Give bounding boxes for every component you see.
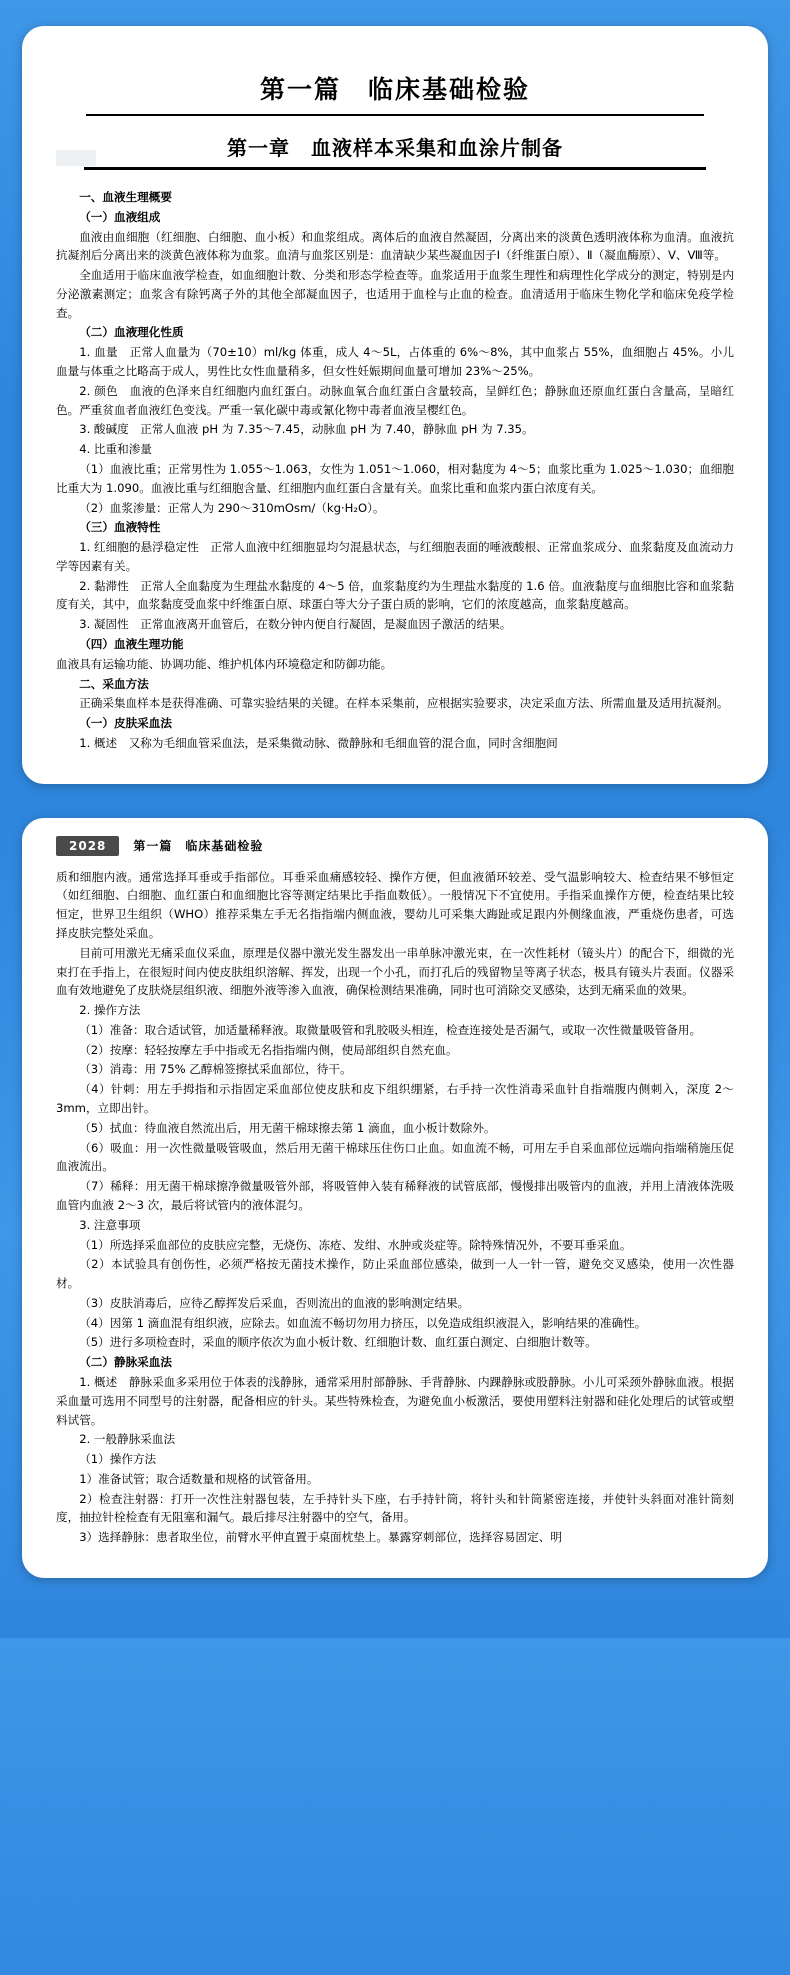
- paragraph: （1）准备：取合适试管，加适量稀释液。取微量吸管和乳胶吸头相连，检查连接处是否漏气，或取一次性微量吸管备用。: [79, 1022, 702, 1037]
- section-heading-2-1: （一）皮肤采血法: [79, 716, 172, 731]
- paragraph: （1）血液比重；正常男性为 1.055～1.063，女性为 1.051～1.060，相对黏度为 4～5；血浆比重为 1.025～1.030；血细胞比重大为 1.090。血液比重与红细胞含量、红细胞内血红蛋白含量有关。血浆比重和血浆内蛋白浓度有关。: [56, 461, 734, 495]
- paragraph: 血液由血细胞（红细胞、白细胞、血小板）和血浆组成。离体后的血液自然凝固，分离出来的淡黄色透明液体称为血清。血液抗抗凝剂后分离出来的淡黄色液体称为血浆。血清与血浆区别是：血清缺少某些凝血因子Ⅰ（纤维蛋白原）、Ⅱ（凝血酶原）、Ⅴ、Ⅷ等。: [56, 229, 734, 263]
- paragraph: （3）皮肤消毒后，应待乙醇挥发后采血，否则流出的血液的影响测定结果。: [79, 1295, 470, 1310]
- paragraph: 2. 颜色 血液的色泽来自红细胞内血红蛋白。动脉血氧合血红蛋白含量较高，呈鲜红色；静脉血还原血红蛋白含量高，呈暗红色。严重贫血者血液红色变浅。严重一氧化碳中毒或氰化物中毒者血液呈樱红色。: [56, 383, 734, 417]
- paragraph: 2. 一般静脉采血法: [79, 1432, 176, 1447]
- paragraph: 2）检查注射器：打开一次性注射器包装，左手持针头下座，右手持针筒，将针头和针筒紧密连接，并使针头斜面对准针筒刻度，抽拉针栓检查有无阻塞和漏气。最后排尽注射器中的空气，备用。: [56, 1491, 734, 1525]
- paragraph: （2）按摩：轻轻按摩左手中指或无名指指端内侧，使局部组织自然充血。: [79, 1042, 458, 1057]
- chapter-title: 第一章 血液样本采集和血涂片制备: [227, 136, 563, 160]
- paragraph: 3. 注意事项: [79, 1217, 141, 1232]
- paragraph: 目前可用激光无痛采血仪采血，原理是仪器中激光发生器发出一串单脉冲激光束，在一次性耗材（镜头片）的配合下，细微的光束打在手指上，在很短时间内使皮肤组织溶解、挥发，出现一个小孔，而打孔后的残留物呈等离子状态，极具有镜头片表面。仪器采血有效地避免了皮肤烧层组织液、细胞外液等渗入血液，确保检测结果准确，同时也可消除交叉感染，达到无痛采血的效果。: [56, 945, 734, 998]
- paragraph: （4）因第 1 滴血混有组织液，应除去。如血流不畅切勿用力挤压，以免造成组织液混入，影响结果的准确性。: [79, 1315, 647, 1330]
- paragraph: （3）消毒：用 75% 乙醇棉签擦拭采血部位，待干。: [79, 1062, 352, 1077]
- section-heading-1-3: （三）血液特性: [79, 520, 161, 535]
- running-head-title: 第一篇 临床基础检验: [133, 839, 264, 854]
- paragraph: （5）进行多项检查时，采血的顺序依次为血小板计数、红细胞计数、血红蛋白测定、白细胞计数等。: [79, 1335, 597, 1350]
- paragraph: 1. 概述 又称为毛细血管采血法，是采集微动脉、微静脉和毛细血管的混合血，同时含细胞间: [79, 735, 558, 750]
- paragraph: 2. 黏滞性 正常人全血黏度为生理盐水黏度的 4～5 倍，血浆黏度约为生理盐水黏度的 1.6 倍。血液黏度与血细胞比容和血浆黏度有关，其中，血浆黏度受血浆中纤维蛋白原、球蛋白等大分子蛋白质的影响，它们的浓度越高，血浆黏度越高。: [56, 578, 734, 612]
- paragraph: （2）本试验具有创伤性，必须严格按无菌技术操作，防止采血部位感染，做到一人一针一管，避免交叉感染，使用一次性器材。: [56, 1257, 734, 1291]
- paragraph: （5）拭血：待血液自然流出后，用无菌干棉球擦去第 1 滴血，血小板计数除外。: [79, 1120, 496, 1135]
- page-artifact: [56, 150, 96, 166]
- section-heading-1-2: （二）血液理化性质: [79, 325, 184, 340]
- paragraph: 4. 比重和渗量: [79, 442, 152, 457]
- paragraph: 全血适用于临床血液学检查，如血细胞计数、分类和形态学检查等。血浆适用于血浆生理性和病理性化学成分的测定，特别是内分泌激素测定；血浆含有除钙离子外的其他全部凝血因子，也适用于血栓与止血的检查。血清适用于临床生物化学和临床免疫学检查。: [56, 268, 734, 320]
- paragraph: 3. 凝固性 正常血液离开血管后，在数分钟内便自行凝固，是凝血因子激活的结果。: [79, 617, 512, 632]
- paragraph: 1. 血量 正常人血量为（70±10）ml/kg 体重，成人 4～5L，占体重的 6%～8%，其中血浆占 55%，血细胞占 45%。小儿血量与体重之比略高于成人，男性比女性血量稍多，但女性妊娠期间血量可增加 23%～25%。: [56, 345, 734, 379]
- paragraph: 1. 概述 静脉采血多采用位于体表的浅静脉，通常采用肘部静脉、手背静脉、内踝静脉或股静脉。小儿可采颈外静脉血液。根据采血量可选用不同型号的注射器，配备相应的针头。某些特殊检查，为避免血小板激活，要使用塑料注射器和硅化处理后的试管或塑料试管。: [56, 1374, 734, 1427]
- paragraph: 血液具有运输功能、协调功能、维护机体内环境稳定和防御功能。: [56, 656, 393, 671]
- page-1-body: [56, 188, 734, 753]
- page-number: 2028: [56, 836, 119, 856]
- paragraph: 3. 酸碱度 正常人血液 pH 为 7.35～7.45，动脉血 pH 为 7.40，静脉血 pH 为 7.35。: [79, 422, 534, 437]
- running-head: [56, 836, 734, 856]
- paragraph: （7）稀释：用无菌干棉球擦净微量吸管外部，将吸管伸入装有稀释液的试管底部，慢慢排出吸管内的血液，并用上清液体洗吸血管内血液 2～3 次，最后将试管内的液体混匀。: [56, 1179, 734, 1212]
- volume-title: 第一篇 临床基础检验: [259, 75, 530, 104]
- paragraph: （4）针刺：用左手拇指和示指固定采血部位使皮肤和皮下组织绷紧，右手持一次性消毒采血针自指端腹内侧刺入，深度 2～3mm，立即出针。: [56, 1082, 734, 1116]
- paragraph: （1）所选择采血部位的皮肤应完整，无烧伤、冻疮、发绀、水肿或炎症等。除特殊情况外，不要耳垂采血。: [79, 1237, 632, 1252]
- page-2: [22, 818, 768, 1578]
- paragraph: 2. 操作方法: [79, 1003, 141, 1018]
- section-heading-1-4: （四）血液生理功能: [79, 636, 184, 651]
- page-1: [22, 26, 768, 784]
- chapter-divider: [84, 167, 706, 170]
- paragraph: 1）准备试管；取合适数量和规格的试管备用。: [79, 1471, 319, 1486]
- paragraph: 3）选择静脉：患者取坐位，前臂水平伸直置于桌面枕垫上。暴露穿刺部位，选择容易固定、明: [79, 1530, 562, 1545]
- paragraph: （2）血浆渗量：正常人为 290～310mOsm/（kg·H₂O）。: [79, 500, 385, 515]
- section-heading-1-1: （一）血液组成: [79, 209, 161, 224]
- section-heading-2-2: （二）静脉采血法: [79, 1355, 172, 1370]
- section-heading-2: 二、采血方法: [79, 676, 149, 691]
- paragraph: 质和细胞内液。通常选择耳垂或手指部位。耳垂采血痛感较轻、操作方便，但血液循环较差、受气温影响较大、检查结果不够恒定（如红细胞、白细胞、血红蛋白和血细胞比容等测定结果比手指血数低）。一般情况下不宜使用。手指采血操作方便，检查结果比较恒定，世界卫生组织（WHO）推荐采集左手无名指指端内侧血液，婴幼儿可采集大踇趾或足跟内外侧缘血液，严重烧伤患者，可选择皮肤完整处采血。: [56, 869, 734, 940]
- section-heading-1: 一、血液生理概要: [79, 190, 172, 204]
- paragraph: 正确采集血样本是获得准确、可靠实验结果的关键。在样本采集前，应根据实验要求，决定采血方法、所需血量及适用抗凝剂。: [79, 696, 729, 711]
- volume-divider: [86, 114, 704, 116]
- paragraph: （1）操作方法: [79, 1452, 157, 1467]
- paragraph: 1. 红细胞的悬浮稳定性 正常人血液中红细胞显均匀混悬状态，与红细胞表面的唾液酸根、正常血浆成分、血浆黏度及血流动力学等因素有关。: [56, 540, 734, 573]
- paragraph: （6）吸血：用一次性微量吸管吸血，然后用无菌干棉球压住伤口止血。如血流不畅，可用左手自采血部位远端向指端稍施压促血液流出。: [56, 1140, 734, 1174]
- page-2-body: [56, 868, 734, 1547]
